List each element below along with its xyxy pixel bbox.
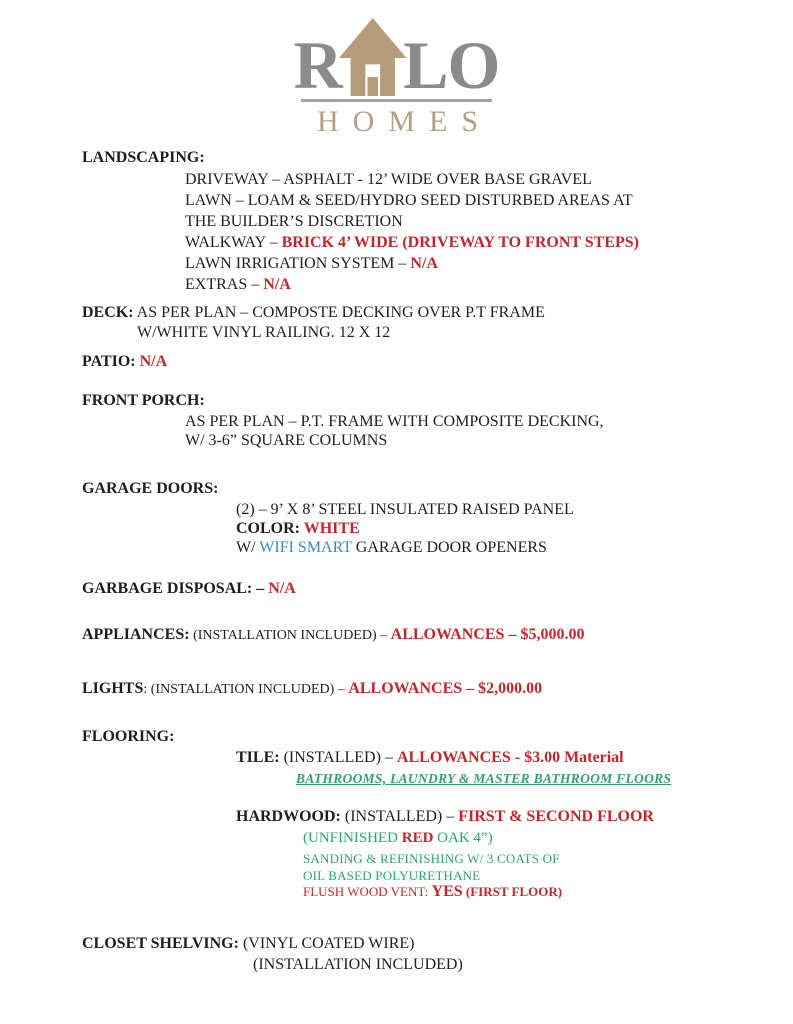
garbage-disposal-dash: – [252,580,269,597]
vent-label: FLUSH WOOD VENT: [303,884,432,899]
deck-spec: AS PER PLAN – COMPOSTE DECKING OVER P.T FRAME [133,304,545,321]
landscaping-lawn-line2: THE BUILDER’S DISCRETION [185,213,403,230]
tile-allowance: ALLOWANCES - $3.00 Material [396,749,624,766]
lights-allowance: ALLOWANCES – $2,000.00 [348,680,543,697]
walkway-label: WALKWAY – [185,234,282,251]
hardwood-refinish-line2: OIL BASED POLYURETHANE [303,868,481,883]
finish-prefix: (UNFINISHED [303,830,402,846]
closet-shelving-line1 [82,934,414,954]
hardwood-vent-line [303,882,562,902]
logo-subtitle: HOMES [301,99,492,137]
extras-label: EXTRAS – [185,276,264,293]
finish-species: RED [401,830,434,846]
patio-value: N/A [139,353,168,370]
landscaping-lawn-line1: LAWN – LOAM & SEED/HYDRO SEED DISTURBED AREAS AT [185,192,633,209]
tile-heading: TILE: [236,749,280,766]
closet-shelving-heading: CLOSET SHELVING: [82,935,239,952]
lights-heading: LIGHTS [82,680,144,697]
front-porch-line2: W/ 3-6” SQUARE COLUMNS [185,432,388,449]
logo-word [293,18,500,104]
deck-heading: DECK: [82,304,134,321]
flooring-heading: FLOORING: [82,728,175,745]
tile-rooms-note: BATHROOMS, LAUNDRY & MASTER BATHROOM FLOORS [296,771,672,786]
patio-line [82,352,167,372]
lights-line [82,679,542,700]
hardwood-line [236,807,654,827]
front-porch-line1: AS PER PLAN – P.T. FRAME WITH COMPOSITE DECKING, [185,413,604,430]
opener-prefix: W/ [236,539,260,556]
landscaping-heading: LANDSCAPING: [82,149,205,166]
walkway-value: BRICK 4’ WIDE (DRIVEWAY TO FRONT STEPS) [281,234,640,251]
logo-letter-lo: LO [403,27,500,104]
deck-line2: W/WHITE VINYL RAILING. 12 X 12 [137,324,391,341]
extras-value: N/A [263,276,291,293]
tile-middle: (INSTALLED) – [279,749,397,766]
deck-line1 [82,303,545,323]
landscaping-irrigation [185,254,438,274]
closet-shelving-material: (VINYL COATED WIRE) [238,935,415,952]
hardwood-finish-line [303,828,493,848]
hardwood-heading: HARDWOOD: [236,808,341,825]
garbage-disposal-heading: GARBAGE DISPOSAL: [82,580,253,597]
hardwood-refinish-line1: SANDING & REFINISHING W/ 3 COATS OF [303,851,560,866]
front-porch-heading: FRONT PORCH: [82,392,205,409]
finish-suffix: OAK 4”) [433,830,493,846]
landscaping-driveway: DRIVEWAY – ASPHALT - 12’ WIDE OVER BASE GRAVEL [185,171,592,188]
lights-middle: : (INSTALLATION INCLUDED) – [143,682,349,697]
garage-color-value: WHITE [303,520,360,537]
vent-note: (FIRST FLOOR) [462,884,563,899]
appliances-heading: APPLIANCES: [82,626,190,643]
garage-color-label: COLOR: [236,520,304,537]
vent-value: YES [431,883,463,900]
landscaping-walkway [185,233,639,253]
appliances-middle: (INSTALLATION INCLUDED) – [189,628,391,643]
appliances-line [82,625,584,646]
hardwood-middle: (INSTALLED) – [340,808,459,825]
tile-line [236,748,624,768]
hardwood-floors: FIRST & SECOND FLOOR [458,808,654,825]
appliances-allowance: ALLOWANCES – $5,000.00 [390,626,585,643]
irrigation-label: LAWN IRRIGATION SYSTEM – [185,255,411,272]
closet-shelving-line2: (INSTALLATION INCLUDED) [253,956,463,973]
garbage-disposal-line [82,579,296,599]
house-icon [339,18,406,96]
opener-suffix: GARAGE DOOR OPENERS [351,539,547,556]
garage-doors-spec: (2) – 9’ X 8’ STEEL INSULATED RAISED PANEL [236,501,574,518]
garage-doors-heading: GARAGE DOORS: [82,480,219,497]
garage-doors-opener [236,538,547,558]
logo-letter-r: R [293,27,342,104]
irrigation-value: N/A [410,255,438,272]
patio-heading: PATIO: [82,353,140,370]
landscaping-extras [185,275,291,295]
ralo-homes-logo [0,18,793,137]
garage-doors-color [236,519,360,539]
garbage-disposal-value: N/A [268,580,296,597]
opener-wifi-smart: WIFI SMART [259,539,352,556]
